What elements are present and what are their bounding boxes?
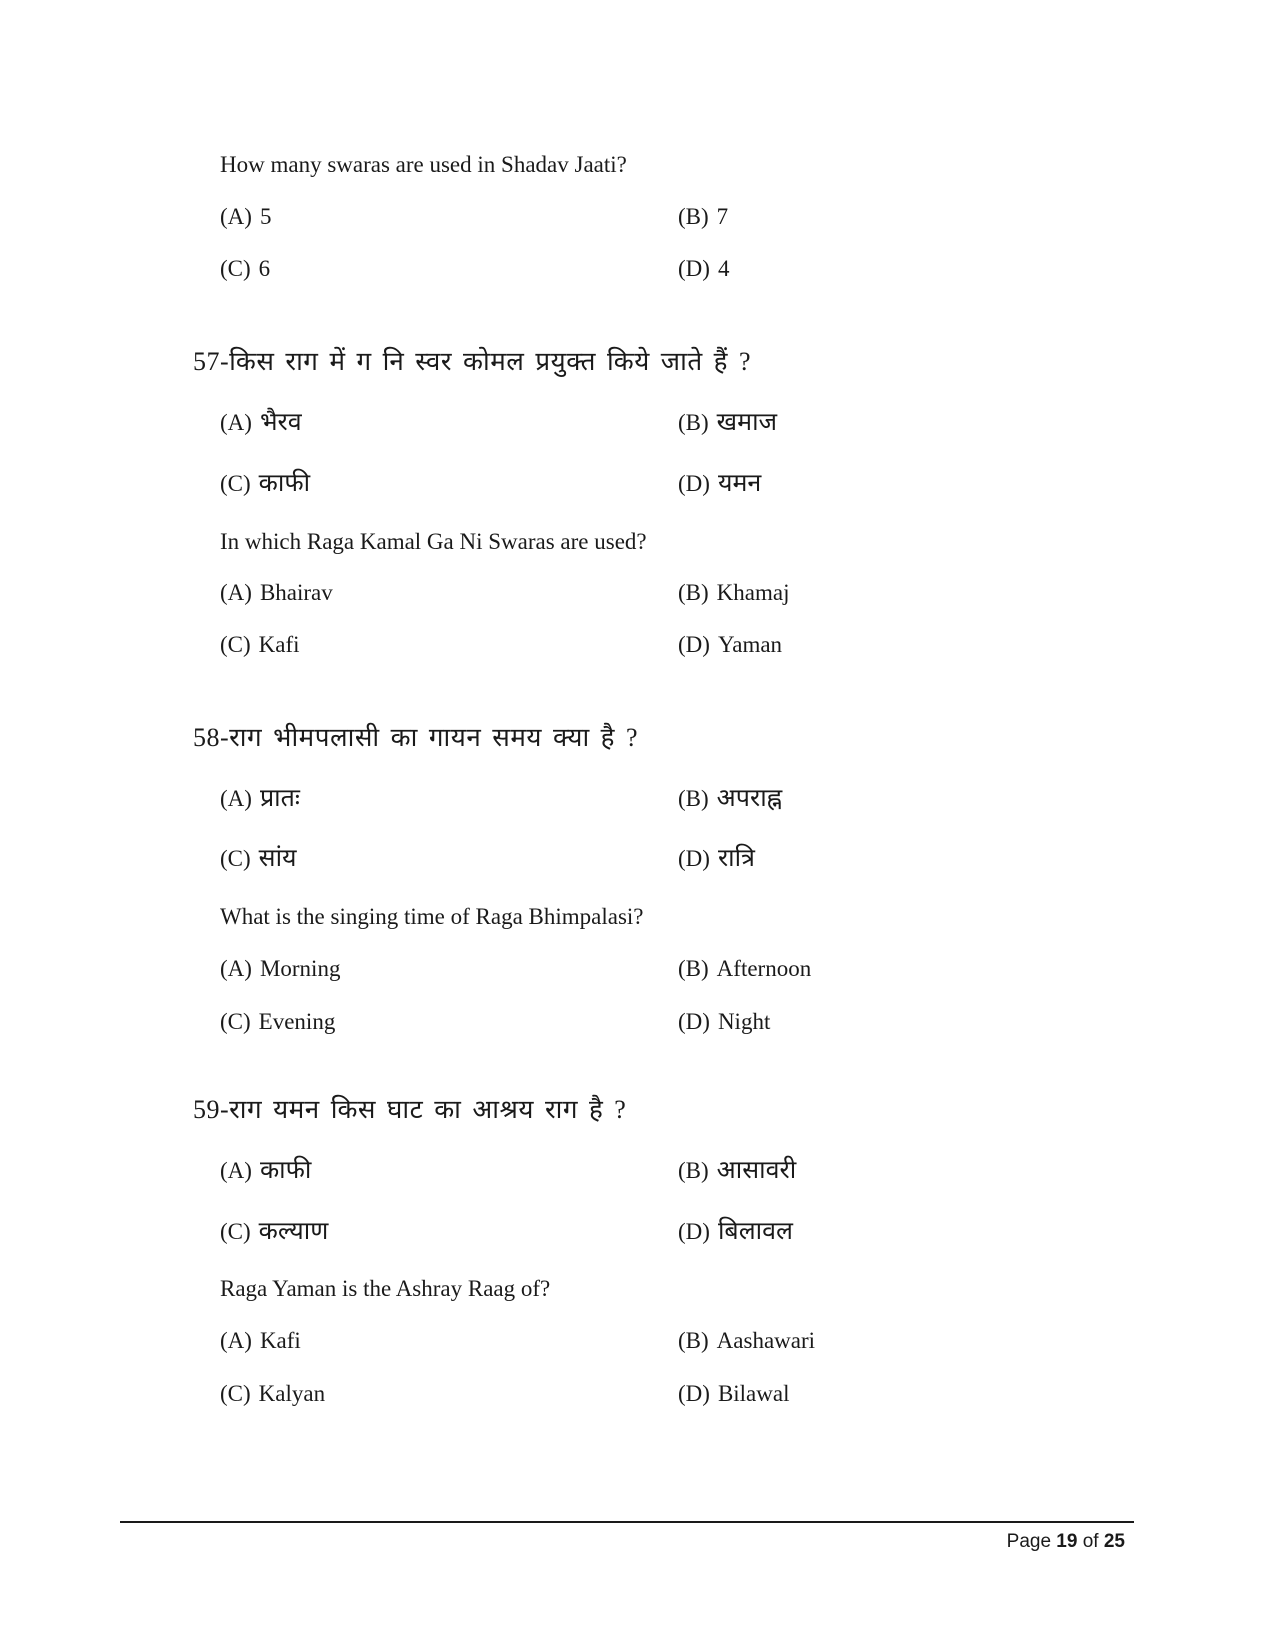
option-b [678,1328,815,1354]
option-a [220,956,340,982]
current-page: 19 [1056,1531,1078,1552]
option-c [220,256,270,282]
option-label: (A) [220,956,252,981]
option-label: (B) [678,956,709,981]
option-text: भैरव [259,409,302,436]
question-59-en: Raga Yaman is the Ashray Raag of? [220,1276,551,1301]
option-label: (C) [220,632,251,657]
option-text: काफी [258,470,311,497]
option-d [678,1213,793,1247]
option-b [678,780,782,814]
option-text: रात्रि [717,845,755,872]
question-57-en: In which Raga Kamal Ga Ni Swaras are used? [220,529,647,554]
option-text: Aashawari [716,1328,816,1353]
question-59-hi: 59-राग यमन किस घाट का आश्रय राग है ? [193,1095,627,1124]
of-word: of [1082,1531,1099,1552]
option-label: (B) [678,1328,709,1353]
option-label: (B) [678,410,709,435]
option-d [678,465,761,499]
option-c [220,1381,325,1407]
option-text: Morning [259,956,341,981]
option-label: (C) [220,1381,251,1406]
option-a [220,204,271,230]
option-text: बिलावल [717,1218,793,1245]
option-label: (D) [678,1381,710,1406]
option-text: 4 [717,256,730,281]
option-text: Night [717,1009,771,1034]
option-d [678,1381,789,1407]
option-c [220,632,300,658]
option-text: Yaman [717,632,783,657]
option-label: (D) [678,1219,710,1244]
option-d [678,1009,770,1035]
option-text: खमाज [716,409,778,436]
option-label: (C) [220,1009,251,1034]
option-text: Kalyan [258,1381,326,1406]
option-label: (D) [678,632,710,657]
option-text: यमन [717,470,762,497]
total-pages: 25 [1103,1531,1125,1552]
option-d [678,840,755,874]
option-label: (B) [678,1158,709,1183]
option-a [220,580,333,606]
option-text: Khamaj [716,580,790,605]
option-a [220,1328,301,1354]
option-label: (D) [678,846,710,871]
option-text: प्रातः [259,785,300,812]
option-c [220,465,310,499]
option-label: (C) [220,256,251,281]
option-text: Kafi [258,632,300,657]
option-label: (B) [678,204,709,229]
option-a [220,1152,311,1186]
option-text: सांय [258,845,297,872]
option-text: 5 [259,204,272,229]
question-58-hi: 58-राग भीमपलासी का गायन समय क्या है ? [193,723,639,752]
question-56-en: How many swaras are used in Shadav Jaati? [220,152,627,177]
page-word: Page [1006,1531,1052,1552]
question-58-en: What is the singing time of Raga Bhimpalasi? [220,904,644,929]
option-label: (C) [220,1219,251,1244]
option-d [678,256,729,282]
option-label: (A) [220,1328,252,1353]
option-label: (B) [678,786,709,811]
option-label: (D) [678,471,710,496]
option-a [220,404,302,438]
option-text: Afternoon [716,956,812,981]
option-c [220,1213,328,1247]
option-label: (A) [220,1158,252,1183]
option-text: Bilawal [717,1381,790,1406]
option-text: Evening [258,1009,336,1034]
option-c [220,840,297,874]
option-text: 6 [258,256,271,281]
page-number [1007,1531,1125,1553]
option-b [678,204,728,230]
option-label: (D) [678,256,710,281]
option-text: कल्याण [258,1218,329,1245]
option-label: (D) [678,1009,710,1034]
option-d [678,632,782,658]
option-label: (A) [220,786,252,811]
footer-divider [120,1521,1134,1523]
option-text: अपराह्न [716,785,783,812]
option-label: (B) [678,580,709,605]
option-label: (C) [220,471,251,496]
question-57-hi: 57-किस राग में ग नि स्वर कोमल प्रयुक्त किये जाते हैं ? [193,347,751,376]
option-text: काफी [259,1157,312,1184]
option-text: 7 [716,204,729,229]
option-label: (A) [220,410,252,435]
option-text: आसावरी [716,1157,797,1184]
option-b [678,580,789,606]
option-text: Bhairav [259,580,333,605]
option-b [678,404,777,438]
option-b [678,956,811,982]
option-c [220,1009,335,1035]
option-a [220,780,300,814]
option-text: Kafi [259,1328,301,1353]
option-label: (A) [220,204,252,229]
option-b [678,1152,796,1186]
option-label: (C) [220,846,251,871]
option-label: (A) [220,580,252,605]
